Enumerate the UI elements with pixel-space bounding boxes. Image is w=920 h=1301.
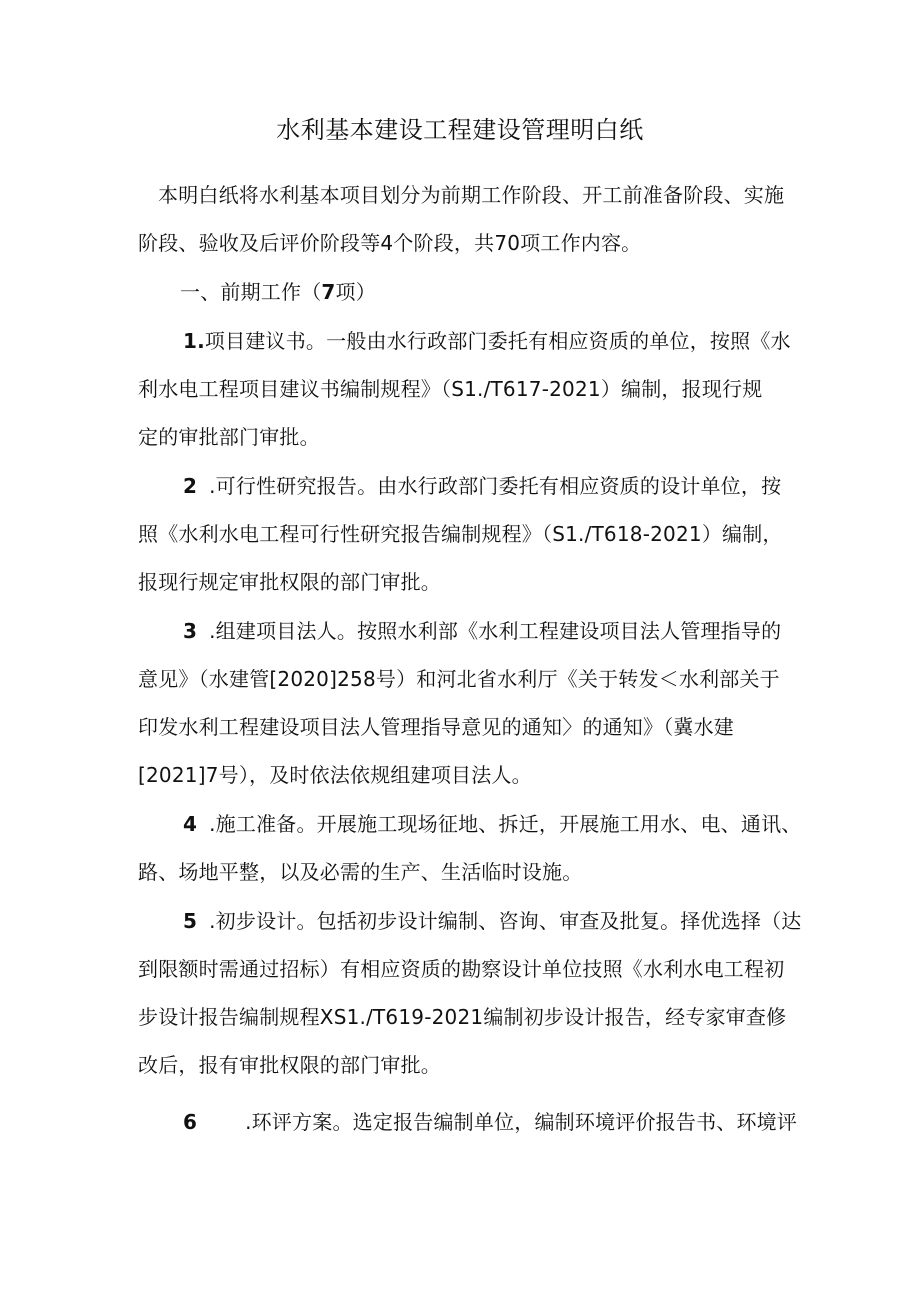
item-4-line-2: 路、场地平整，以及必需的生产、生活临时设施。 (138, 860, 583, 884)
item-5-line-1 (183, 906, 801, 936)
item-5-line-2: 到限额时需通过招标）有相应资质的勘察设计单位技照《水利水电工程初 (138, 957, 785, 981)
item-3-line-2: 意见》（水建管[2020]258号）和河北省水利厅《关于转发＜水利部关于 (138, 667, 780, 691)
item-5-line-4: 改后，报有审批权限的部门审批。 (138, 1053, 441, 1077)
item-1-line-2: 利水电工程项目建议书编制规程》（S1./T617-2021）编制，报现行规 (138, 377, 763, 401)
section-heading-count: 7 (321, 280, 336, 304)
item-5-text-1: .初步设计。包括初步设计编制、咨询、审查及批复。择优选择（达 (209, 909, 802, 933)
item-1-text-1: 项目建议书。一般由水行政部门委托有相应资质的单位，按照《水 (204, 329, 791, 353)
item-2-text-1: .可行性研究报告。由水行政部门委托有相应资质的设计单位，按 (209, 474, 782, 498)
section-heading (180, 277, 376, 307)
item-4-number: 4 (183, 812, 198, 836)
item-2-line-1 (183, 471, 781, 501)
item-2-line-2: 照《水利水电工程可行性研究报告编制规程》（S1./T618-2021）编制， (138, 522, 783, 546)
item-1-number: 1. (183, 329, 205, 353)
item-4-line-1 (183, 809, 801, 839)
intro-line-1: 本明白纸将水利基本项目划分为前期工作阶段、开工前准备阶段、实施 (158, 183, 785, 207)
item-1-line-1 (183, 326, 791, 356)
item-6-text-1: .环评方案。选定报告编制单位，编制环境评价报告书、环境评 (245, 1110, 798, 1134)
item-3-line-4: [2021]7号），及时依法依规组建项目法人。 (138, 763, 532, 787)
item-3-text-1: .组建项目法人。按照水利部《水利工程建设项目法人管理指导的 (209, 619, 782, 643)
item-4-text-1: .施工准备。开展施工现场征地、拆迁，开展施工用水、电、通讯、 (209, 812, 802, 836)
item-5-number: 5 (183, 909, 198, 933)
item-3-line-3: 印发水利工程建设项目法人管理指导意见的通知〉的通知》（冀水建 (138, 715, 734, 739)
section-heading-suffix: 项） (335, 280, 376, 304)
item-5-line-3: 步设计报告编制规程XS1./T619-2021编制初步设计报告，经专家审查修 (138, 1005, 787, 1029)
item-6-line-1 (183, 1107, 797, 1137)
item-3-line-1 (183, 616, 781, 646)
item-3-number: 3 (183, 619, 198, 643)
section-heading-prefix: 一、前期工作（ (180, 280, 322, 304)
intro-line-2: 阶段、验收及后评价阶段等4个阶段，共70项工作内容。 (138, 231, 642, 255)
item-1-line-3: 定的审批部门审批。 (138, 425, 320, 449)
document-title: 水利基本建设工程建设管理明白纸 (276, 116, 644, 144)
item-2-line-3: 报现行规定审批权限的部门审批。 (138, 570, 441, 594)
item-2-number: 2 (183, 474, 198, 498)
item-6-number: 6 (183, 1110, 198, 1134)
